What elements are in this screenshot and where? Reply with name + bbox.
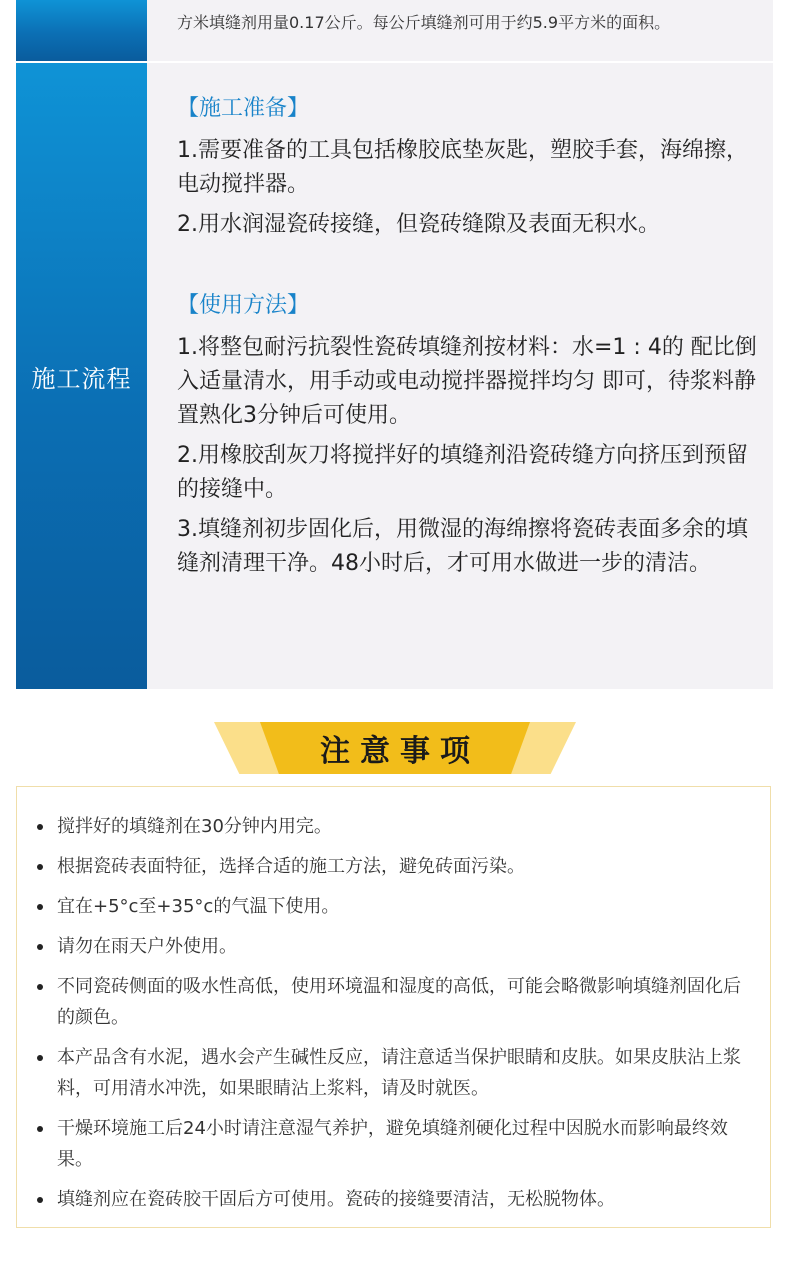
notice-item bbox=[57, 851, 750, 882]
usage-content bbox=[147, 0, 773, 61]
notice-item bbox=[57, 971, 750, 1033]
notice-item-text: 宜在+5°c至+35°c的气温下使用。 bbox=[57, 896, 340, 917]
preparation-step: 2.用水润湿瓷砖接缝，但瓷砖缝隙及表面无积水。 bbox=[177, 212, 660, 237]
bullet-icon bbox=[37, 984, 43, 990]
notice-item bbox=[57, 1042, 750, 1104]
notice-box bbox=[16, 786, 771, 1228]
notice-item bbox=[57, 931, 750, 962]
notice-item-text: 搅拌好的填缝剂在30分钟内用完。 bbox=[57, 816, 332, 837]
bullet-icon bbox=[37, 864, 43, 870]
notice-list bbox=[17, 787, 770, 1215]
method-title: 【使用方法】 bbox=[177, 293, 310, 318]
notice-item-text: 本产品含有水泥，遇水会产生碱性反应，请注意适当保护眼睛和皮肤。如果皮肤沾上浆料，可用清水冲洗，如果眼睛沾上浆料，请及时就医。 bbox=[57, 1047, 741, 1099]
bullet-icon bbox=[37, 824, 43, 830]
usage-text: 方米填缝剂用量0.17公斤。每公斤填缝剂可用于约5.9平方米的面积。 bbox=[177, 13, 671, 32]
preparation-title: 【施工准备】 bbox=[177, 96, 310, 121]
usage-row bbox=[16, 0, 773, 61]
bullet-icon bbox=[37, 944, 43, 950]
notice-item bbox=[57, 811, 750, 842]
process-side-bar bbox=[16, 63, 147, 689]
notice-item-text: 填缝剂应在瓷砖胶干固后方可使用。瓷砖的接缝要清洁，无松脱物体。 bbox=[57, 1189, 615, 1210]
method-step: 2.用橡胶刮灰刀将搅拌好的填缝剂沿瓷砖缝方向挤压到预留的接缝中。 bbox=[177, 443, 748, 502]
notice-item bbox=[57, 891, 750, 922]
method-step: 1.将整包耐污抗裂性瓷砖填缝剂按材料：水=1 : 4的 配比倒入适量清水，用手动或电动搅拌器搅拌均匀 即可，待浆料静置熟化3分钟后可使用。 bbox=[177, 335, 757, 428]
notice-banner bbox=[214, 722, 576, 774]
notice-item-text: 不同瓷砖侧面的吸水性高低，使用环境温和湿度的高低，可能会略微影响填缝剂固化后的颜色。 bbox=[57, 976, 741, 1028]
notice-item-text: 请勿在雨天户外使用。 bbox=[57, 936, 237, 957]
bullet-icon bbox=[37, 1055, 43, 1061]
notice-item-text: 干燥环境施工后24小时请注意湿气养护，避免填缝剂硬化过程中因脱水而影响最终效果。 bbox=[57, 1118, 728, 1170]
preparation-step: 1.需要准备的工具包括橡胶底垫灰匙，塑胶手套，海绵擦，电动搅拌器。 bbox=[177, 138, 748, 197]
usage-side-bar bbox=[16, 0, 147, 61]
notice-title: 注意事项 bbox=[320, 734, 480, 769]
process-row bbox=[16, 63, 773, 689]
bullet-icon bbox=[37, 1197, 43, 1203]
method-step: 3.填缝剂初步固化后，用微湿的海绵擦将瓷砖表面多余的填缝剂清理干净。48小时后，才可用水做进一步的清洁。 bbox=[177, 517, 748, 576]
notice-item-text: 根据瓷砖表面特征，选择合适的施工方法，避免砖面污染。 bbox=[57, 856, 525, 877]
bullet-icon bbox=[37, 904, 43, 910]
notice-item bbox=[57, 1113, 750, 1175]
notice-item bbox=[57, 1184, 750, 1215]
process-content bbox=[147, 63, 773, 689]
bullet-icon bbox=[37, 1126, 43, 1132]
process-label: 施工流程 bbox=[31, 364, 132, 393]
